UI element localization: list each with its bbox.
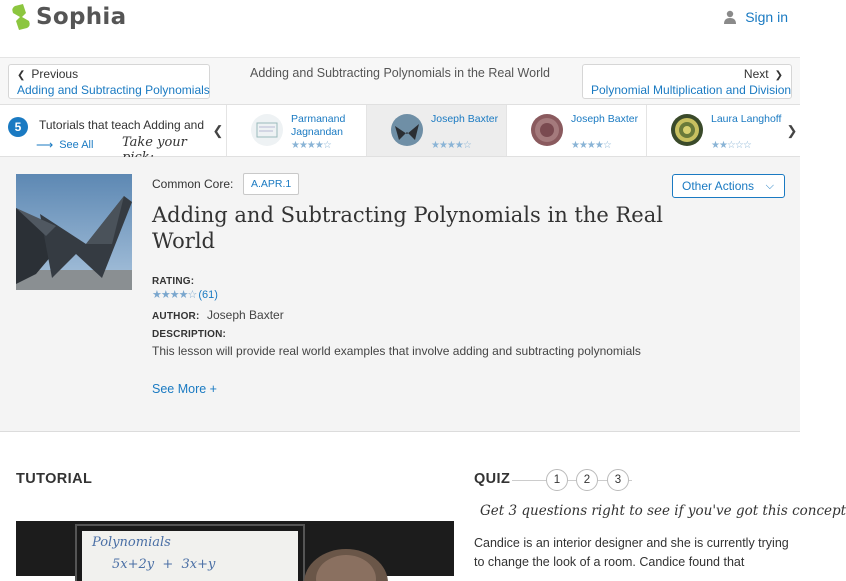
strip-intro-text: Tutorials that teach Adding and <box>39 118 204 132</box>
site-header <box>0 0 800 58</box>
tutor-name: Laura Langhoff <box>711 113 782 125</box>
next-lesson-button[interactable] <box>582 64 792 99</box>
tutor-name: Joseph Baxter <box>571 113 639 125</box>
lesson-rating[interactable] <box>152 288 218 301</box>
tutor-rating-stars: ★★★★☆ <box>431 140 471 151</box>
lesson-title: Adding and Subtracting Polynomials in the Real World <box>152 203 663 253</box>
chevron-down-icon: ⌵ <box>765 180 774 192</box>
take-your-pick-text: Take your <box>122 135 187 150</box>
tutor-name: Joseph Baxter <box>431 113 499 125</box>
author-label: AUTHOR: <box>152 311 200 322</box>
sculpture-thumbnail-icon <box>391 114 423 146</box>
tutorial-heading: TUTORIAL <box>16 471 93 487</box>
whiteboard-line-2: 5x+2y + 3x+y <box>112 557 216 572</box>
other-actions-dropdown[interactable] <box>672 174 785 198</box>
next-label <box>591 67 783 83</box>
lesson-detail <box>0 157 800 432</box>
common-core-badge[interactable]: A.APR.1 <box>243 173 299 195</box>
tutor-avatar <box>671 114 703 146</box>
arrow-right-icon: ⟶ <box>36 138 54 152</box>
see-more-link[interactable]: See More + <box>152 382 217 396</box>
strip-intro <box>0 105 210 156</box>
quiz-tagline: Get 3 questions right to see if you've got this concept <box>480 503 846 519</box>
user-icon <box>723 10 737 24</box>
tutorial-card-joseph-baxter[interactable] <box>506 105 646 156</box>
lesson-hero-image <box>16 174 132 290</box>
sign-in-label: Sign in <box>745 9 788 25</box>
rating-count[interactable]: (61) <box>198 288 218 301</box>
sophia-logo[interactable] <box>10 3 126 31</box>
lesson-nav <box>0 58 800 104</box>
next-lesson-title[interactable]: Polynomial Multiplication and Division <box>591 83 792 97</box>
common-core-label: Common Core: <box>152 177 234 191</box>
strip-scroll-right-icon[interactable]: ❯ <box>786 123 798 138</box>
tutor-name: Parmanand Jagnandan <box>291 113 346 138</box>
strip-scroll-left-icon[interactable]: ❮ <box>212 123 224 138</box>
next-dir-text: Next <box>743 67 769 81</box>
sculpture-image-icon <box>16 174 132 290</box>
tutor-rating-stars: ★★☆☆☆ <box>711 140 751 151</box>
tutor-rating-stars: ★★★★☆ <box>571 140 611 151</box>
spiral-thumbnail-icon <box>671 114 703 146</box>
description-label: DESCRIPTION: <box>152 329 227 340</box>
quiz-question-text: Candice is an interior designer and she is currently trying to change the look of a room. Candice found that <box>474 536 789 569</box>
tutorial-video[interactable] <box>16 521 454 576</box>
tutor-avatar <box>251 114 283 146</box>
lesson-description: This lesson will provide real world examples that involve adding and subtracting polynomials <box>152 344 641 358</box>
tutorials-strip <box>0 104 800 157</box>
previous-lesson-title[interactable]: Adding and Subtracting Polynomials <box>17 83 210 97</box>
video-frame-icon <box>16 521 454 576</box>
tutorial-card-laura-langhoff[interactable] <box>646 105 784 156</box>
tutor-avatar <box>391 114 423 146</box>
current-lesson-title: Adding and Subtracting Polynomials in the Real World <box>250 66 550 80</box>
sign-in-link[interactable] <box>723 9 788 25</box>
rating-label: RATING: <box>152 276 195 287</box>
tutorial-count-badge: 5 <box>8 117 28 137</box>
sketch-thumbnail-icon <box>251 114 283 146</box>
tutor-avatar <box>531 114 563 146</box>
see-all-label: See All <box>59 139 94 151</box>
quiz-heading: QUIZ <box>474 471 511 487</box>
previous-label <box>17 67 201 83</box>
previous-dir-text: Previous <box>31 67 79 81</box>
whiteboard-line-1: Polynomials <box>92 535 171 550</box>
quiz-question-3[interactable]: 3 <box>607 469 629 491</box>
quiz-question-1[interactable]: 1 <box>546 469 568 491</box>
quiz-question-2[interactable]: 2 <box>576 469 598 491</box>
tutorial-card-joseph-baxter-active[interactable] <box>366 105 506 156</box>
chevron-right-icon: ❯ <box>774 70 783 81</box>
texture-thumbnail-icon <box>531 114 563 146</box>
other-actions-label: Other Actions <box>682 179 755 193</box>
tutor-rating-stars: ★★★★☆ <box>291 140 331 151</box>
sophia-logo-icon <box>10 3 32 31</box>
rating-stars: ★★★★☆ <box>152 289 197 301</box>
author-name: Joseph Baxter <box>207 308 284 322</box>
chevron-left-icon: ❮ <box>17 70 26 81</box>
see-all-link[interactable] <box>36 138 93 152</box>
brand-name: Sophia <box>36 4 127 30</box>
tutorial-card-parmanand[interactable] <box>226 105 366 156</box>
previous-lesson-button[interactable] <box>8 64 210 99</box>
